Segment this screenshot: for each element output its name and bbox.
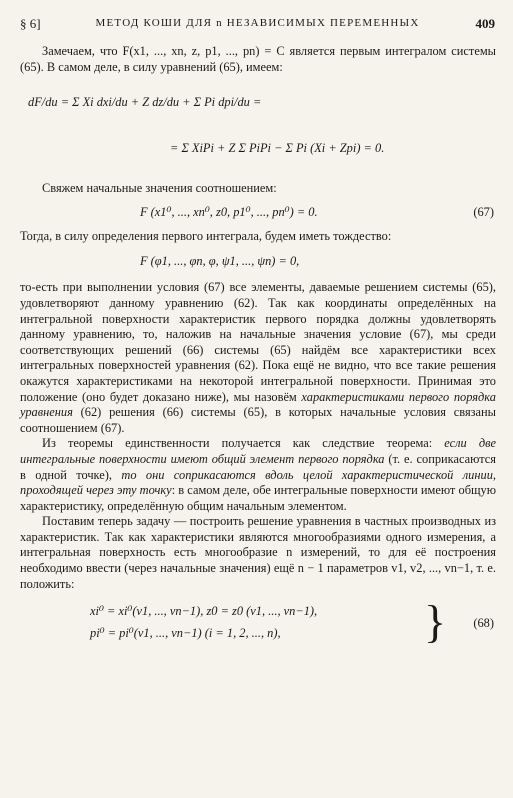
- equation-1b-text: = Σ XiPi + Z Σ PiPi − Σ Pi (Xi + Zpi) = 0.: [170, 141, 385, 156]
- page-number: 409: [475, 16, 495, 31]
- paragraph-1: Замечаем, что F(x1, ..., xn, z, p1, ..., pn) = C является первым интегралом системы (65). В самом деле, в силу уравнений (65), имеем:: [20, 44, 496, 74]
- paragraph-4-italic: характеристиками первого порядка уравнения: [20, 389, 496, 420]
- paragraph-5: [20, 436, 496, 514]
- paragraph-5-text-c: : в самом деле, обе интегральные поверхности имеют общую характеристику, определённую общим начальным элементом.: [20, 483, 496, 513]
- paragraph-4: [20, 280, 496, 436]
- paragraph-4-text-a: то-есть при выполнении условия (67) все элементы, даваемые решением системы (65), удовлетворяют данному уравнению (62). Так как координаты определённых на интегральной поверхности характеристик первого порядка должны удовлетворять данному уравнению, то, наложив на начальные значения условие (67), мы среди соответствующих решений (66) системы (65) найдём все характеристики всех интегральных поверхностей уравнения (62). Пока ещё не видно, что все такие решения окажутся характеристиками на некоторой интегральной поверхности. Принимая это положение (оно будет доказано ниже), мы назовём: [20, 280, 496, 404]
- running-title: МЕТОД КОШИ ДЛЯ n НЕЗАВИСИМЫХ ПЕРЕМЕННЫХ: [95, 17, 420, 29]
- equation-4: [20, 596, 496, 648]
- paragraph-3: Тогда, в силу определения первого интеграла, будем иметь тождество:: [20, 228, 392, 243]
- equation-3: [20, 244, 496, 280]
- equation-4a-text: xi⁰ = xi⁰(v1, ..., vn−1), z0 = z0 (v1, ..., vn−1),: [90, 604, 318, 619]
- equation-4b-text: pi⁰ = pi⁰(v1, ..., vn−1) (i = 1, 2, ..., n),: [90, 626, 281, 641]
- equation-4-number: (68): [473, 616, 494, 631]
- equation-1a-text: dF/du = Σ Xi dxi/du + Z dz/du + Σ Pi dpi/du =: [28, 95, 262, 110]
- equation-1a: [20, 85, 496, 129]
- paragraph-2: Свяжем начальные значения соотношением:: [42, 181, 277, 196]
- paragraph-5-text-a: Из теоремы единственности получается как следствие теорема:: [42, 436, 445, 451]
- equation-3-text: F (φ1, ..., φn, φ, ψ1, ..., ψn) = 0,: [140, 254, 300, 269]
- paragraph-5-text-b: (т. е. соприкасаются в одной точке),: [20, 451, 496, 482]
- equation-2-number: (67): [473, 204, 494, 219]
- section-mark: § 6]: [20, 16, 41, 31]
- paragraph-5-italic-2: то они соприкасаются вдоль целой характеристической линии, проходящей через эту точку: [20, 467, 496, 498]
- equation-2-text: F (x1⁰, ..., xn⁰, z0, p1⁰, ..., pn⁰) = 0.: [140, 204, 318, 219]
- paragraph-6: Поставим теперь задачу — построить решение уравнения в частных производных из характеристик. Так как характеристики являются многообразиями одного измерения, а интегральная поверхность есть многообразие n измерений, то для её построения необходимо ввести (через начальные значения) ещё n − 1 параметров v1, v2, ..., vn−1, т. е. положить:: [20, 514, 496, 591]
- paragraph-4-text-b: (62) решения (66) системы (65), в которых начальные условия связаны соотношением (67).: [20, 405, 496, 435]
- running-header: [20, 16, 495, 34]
- equation-1b: [20, 129, 496, 173]
- page-body: [20, 44, 496, 648]
- right-brace: }: [424, 596, 447, 648]
- paragraph-5-italic-1: если две интегральные поверхности имеют общий элемент первого порядка: [20, 436, 496, 466]
- equation-2: [20, 197, 496, 229]
